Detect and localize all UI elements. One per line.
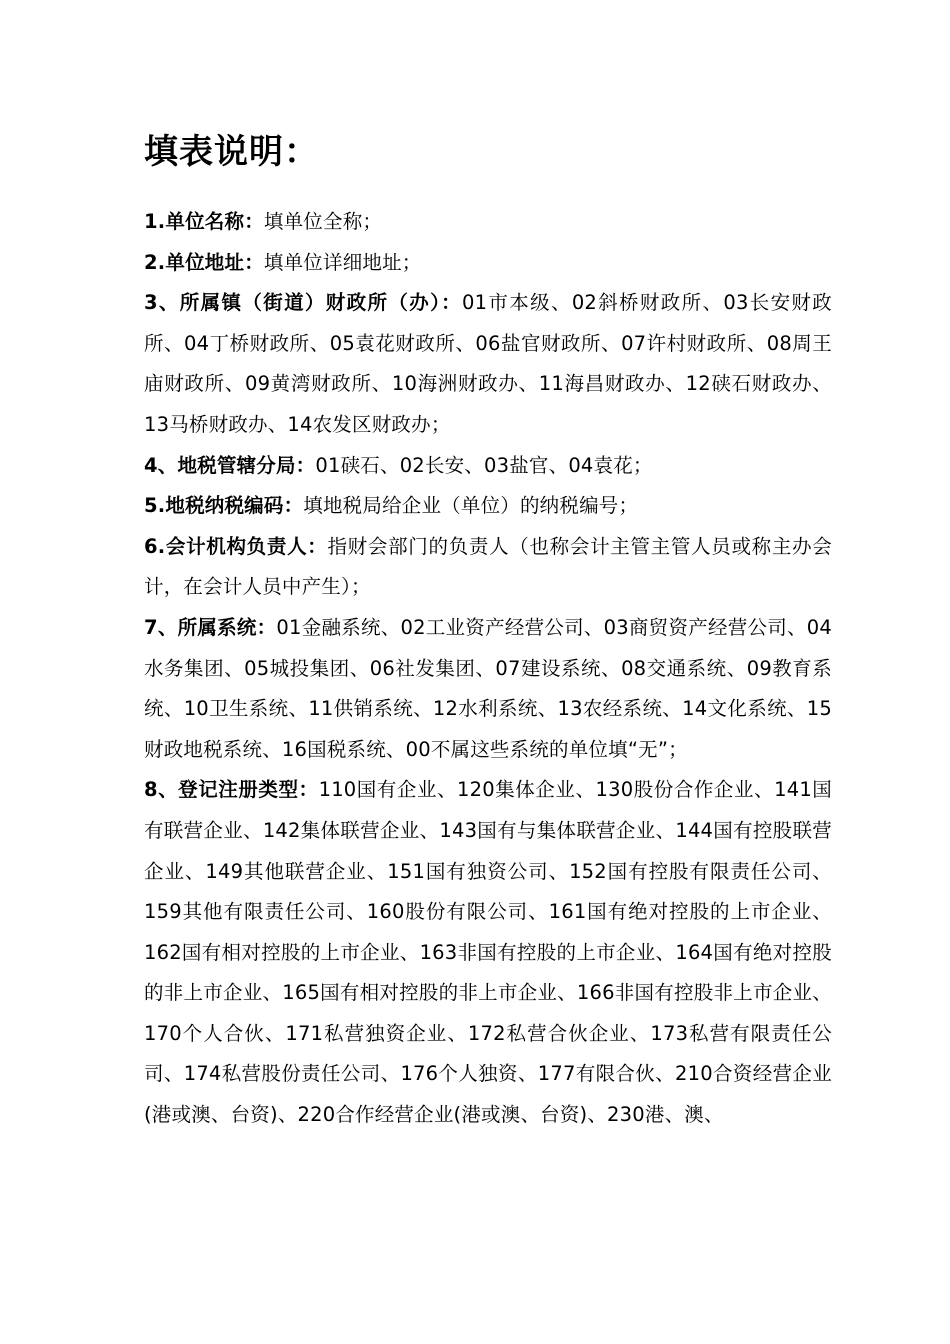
item-unit-address <box>144 243 832 284</box>
item-label: 8、登记注册类型 <box>144 778 299 802</box>
item-text: 填地税局给企业（单位）的纳税编号； <box>303 494 639 518</box>
page-title: 填表说明： <box>144 132 319 172</box>
item-separator: ： <box>295 453 316 477</box>
item-separator: ： <box>298 778 319 802</box>
item-text: 01市本级、02斜桥财政所、03长安财政所、04丁桥财政所、05袁花财政所、06盐官财政所、07许村财政所、08周王庙财政所、09黄湾财政所、10海洲财政办、11海昌财政办、12硖石财政办、13马桥财政办、14农发区财政办； <box>144 291 832 436</box>
document-page <box>144 128 832 1136</box>
item-unit-name <box>144 202 832 243</box>
item-separator: ： <box>441 291 463 315</box>
item-text: 指财会部门的负责人（也称会计主管主管人员或称主办会计，在会计人员中产生）； <box>144 534 832 599</box>
item-label: 1.单位名称 <box>144 210 245 233</box>
item-system <box>144 608 832 770</box>
item-label: 2.单位地址 <box>144 250 245 274</box>
item-separator: ： <box>244 250 264 274</box>
item-label: 7、所属系统 <box>144 615 257 639</box>
item-separator: ： <box>307 534 328 558</box>
item-text: 110国有企业、120集体企业、130股份合作企业、141国有联营企业、142集体联营企业、143国有与集体联营企业、144国有控股联营企业、149其他联营企业、151国有独资公司、152国有控股有限责任公司、159其他有限责任公司、160股份有限公司、161国有绝对控股的上市企业、162国有相对控股的上市企业、163非国有控股的上市企业、164国有绝对控股的非上市企业、165国有相对控股的非上市企业、166非国有控股非上市企业、170个人合伙、171私营独资企业、172私营合伙企业、173私营有限责任公司、174私营股份责任公司、176个人独资、177有限合伙、210合资经营企业(港或澳、台资)、220合作经营企业(港或澳、台资)、230港、澳、 <box>144 778 832 1127</box>
item-label: 6.会计机构负责人 <box>144 534 308 558</box>
item-separator: ： <box>244 210 264 233</box>
item-separator: ： <box>256 615 277 639</box>
item-accounting-head <box>144 527 832 608</box>
item-registration-type <box>144 770 832 1135</box>
item-text: 01金融系统、02工业资产经营公司、03商贸资产经营公司、04水务集团、05城投集团、06社发集团、07建设系统、08交通系统、09教育系统、10卫生系统、11供销系统、12水利系统、13农经系统、14文化系统、15财政地税系统、16国税系统、00不属这些系统的单位填“无”； <box>144 615 832 761</box>
item-text: 填单位详细地址； <box>263 250 422 274</box>
item-label: 5.地税纳税编码 <box>144 494 284 518</box>
item-text: 填单位全称； <box>263 210 383 233</box>
item-label: 3、所属镇（街道）财政所（办） <box>144 291 442 315</box>
item-tax-branch <box>144 446 832 487</box>
item-label: 4、地税管辖分局 <box>144 453 296 477</box>
item-separator: ： <box>283 494 304 518</box>
item-tax-code <box>144 486 832 527</box>
item-text: 01硖石、02长安、03盐官、04袁花； <box>315 453 653 477</box>
item-finance-office <box>144 283 832 445</box>
